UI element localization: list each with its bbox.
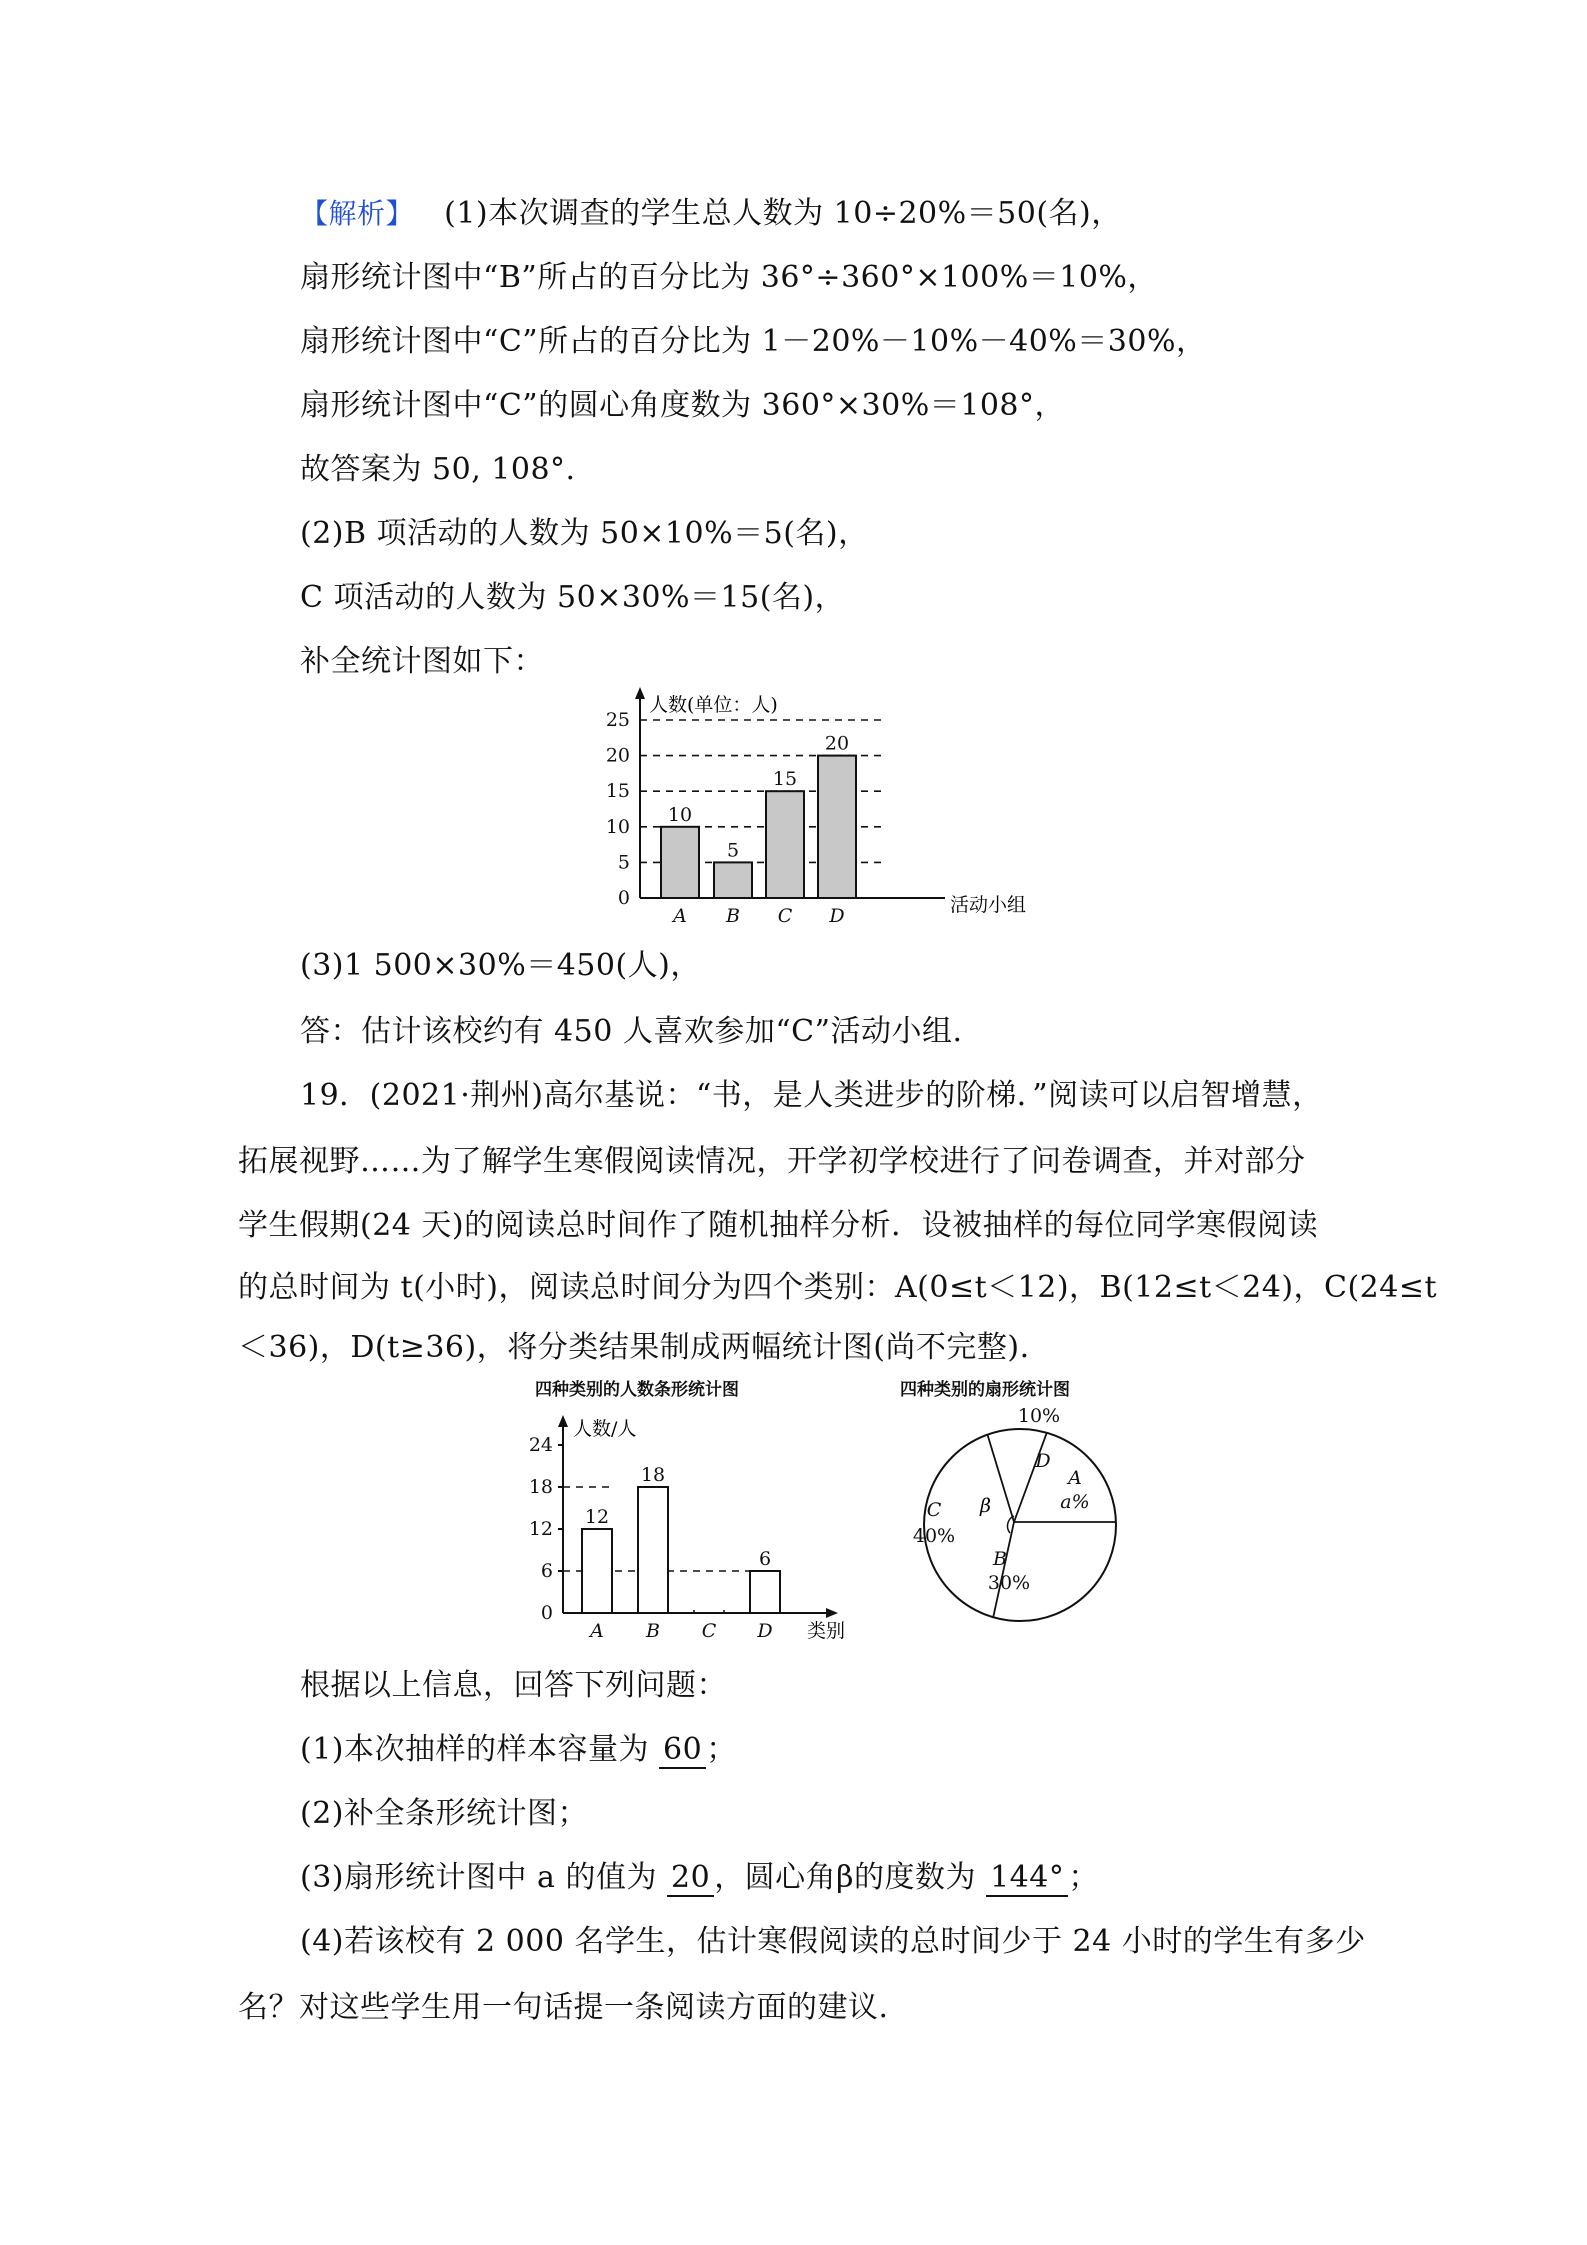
- q19-sub4-line-1: (4)若该校有 2 000 名学生，估计寒假阅读的总时间少于 24 小时的学生有多少: [300, 1924, 1366, 1959]
- solution-text: (1)本次调查的学生总人数为 10÷20%＝50(名)，: [444, 196, 1122, 231]
- chart1-y-arrow: [635, 687, 645, 699]
- sub3-answer-a: 20: [667, 1860, 714, 1897]
- chart1-xlabel: 活动小组: [950, 894, 1027, 916]
- solution-line-3: 扇形统计图中“C”所占的百分比为 1－20%－10%－40%＝30%，: [300, 324, 1207, 359]
- sub1-answer: 60: [659, 1732, 706, 1769]
- pie-label-A-percent: a%: [1060, 1491, 1090, 1513]
- beta-label: β: [980, 1495, 991, 1517]
- pie-label-C: C: [926, 1499, 942, 1521]
- chart1-ytick-label: 0: [617, 887, 630, 909]
- solution-tag: 【解析】: [300, 197, 415, 230]
- solution-line-1: [300, 194, 1122, 234]
- sub3-text: (3)扇形统计图中 a 的值为: [300, 1860, 657, 1895]
- chart2-ylabel: 人数/人: [573, 1418, 637, 1440]
- chart1-xtick-label: B: [726, 905, 740, 927]
- chart1-bar-A: [661, 827, 699, 898]
- chart1-ytick-label: 20: [605, 744, 630, 767]
- chart1-xtick-label: C: [777, 905, 793, 927]
- chart2-value-label: 6: [758, 1548, 772, 1570]
- chart2-xtick-label: A: [590, 1620, 604, 1642]
- q19-line-1: 19．(2021·荆州)高尔基说：“书，是人类进步的阶梯．”阅读可以启智增慧，: [300, 1078, 1323, 1113]
- chart2-ytick-label: 12: [528, 1518, 553, 1540]
- chart1-bar-B: [714, 862, 752, 898]
- chart1-ytick-label: 15: [605, 780, 630, 803]
- pie-label-B-percent: 30%: [987, 1572, 1031, 1594]
- chart1-value-label: 10: [667, 803, 693, 826]
- chart2-y-arrow: [558, 1415, 568, 1427]
- chart2-xtick-label: D: [757, 1620, 773, 1642]
- chart1-ylabel: 人数(单位：人): [649, 694, 778, 716]
- category-pie-chart: [880, 1375, 1140, 1650]
- solution-line-2: 扇形统计图中“B”所占的百分比为 36°÷360°×100%＝10%，: [300, 260, 1158, 295]
- sub1-text: (1)本次抽样的样本容量为: [300, 1732, 649, 1767]
- pie-label-C-percent: 40%: [912, 1525, 956, 1547]
- pie-label-D: D: [1035, 1450, 1051, 1472]
- chart2-bar-A: [582, 1529, 612, 1613]
- solution-line-10: 答：估计该校约有 450 人喜欢参加“C”活动小组.: [300, 1014, 963, 1049]
- solution-line-4: 扇形统计图中“C”的圆心角度数为 360°×30%＝108°，: [300, 388, 1066, 423]
- chart2-value-label: 18: [640, 1464, 666, 1486]
- solution-line-8: 补全统计图如下：: [300, 644, 544, 679]
- solution-line-7: C 项活动的人数为 50×30%＝15(名)，: [300, 580, 846, 615]
- chart1-value-label: 15: [772, 768, 798, 791]
- solution-line-5: 故答案为 50, 108°.: [300, 452, 576, 487]
- chart2-value-label: 12: [584, 1506, 610, 1528]
- chart2-ytick-label: 6: [540, 1560, 553, 1582]
- pie-label-B: B: [993, 1548, 1007, 1570]
- chart2-title: 四种类别的人数条形统计图: [535, 1380, 739, 1400]
- solution-line-9: (3)1 500×30%＝450(人)，: [300, 948, 701, 983]
- solution-line-6: (2)B 项活动的人数为 50×10%＝5(名)，: [300, 516, 869, 551]
- q19-line-2: 拓展视野……为了解学生寒假阅读情况，开学初学校进行了问卷调查，并对部分: [238, 1144, 1306, 1179]
- chart2-ytick-label: 0: [540, 1602, 553, 1624]
- chart1-xtick-label: D: [829, 905, 845, 927]
- pie-sector-line: [987, 1435, 1014, 1522]
- chart1-ytick-label: 10: [605, 815, 630, 838]
- q19-prompt: 根据以上信息，回答下列问题：: [300, 1668, 727, 1703]
- chart3-title: 四种类别的扇形统计图: [900, 1380, 1070, 1400]
- chart2-bar-B: [638, 1487, 668, 1613]
- q19-line-3: 学生假期(24 天)的阅读总时间作了随机抽样分析．设被抽样的每位同学寒假阅读: [238, 1208, 1319, 1243]
- pie-label-D-percent: 10%: [1017, 1405, 1061, 1427]
- category-bar-chart: [525, 1375, 865, 1650]
- sub3-post: ；: [1068, 1860, 1099, 1895]
- chart2-bar-D: [750, 1571, 780, 1613]
- chart1-ytick-label: 5: [617, 851, 630, 874]
- chart2-xtick-label: C: [701, 1620, 717, 1642]
- chart1-bar-C: [766, 791, 804, 898]
- q19-sub1: [300, 1730, 737, 1770]
- activity-bar-chart: [585, 685, 1065, 935]
- pie-label-A: A: [1068, 1467, 1082, 1489]
- chart1-value-label: 5: [726, 839, 740, 862]
- sub3-mid: ，圆心角β的度数为: [714, 1860, 977, 1895]
- chart2-ytick-label: 24: [528, 1434, 553, 1456]
- sub1-post: ；: [706, 1732, 737, 1767]
- sub3-answer-beta: 144°: [986, 1860, 1068, 1897]
- chart1-bar-D: [818, 756, 856, 898]
- q19-line-4: 的总时间为 t(小时)，阅读总时间分为四个类别：A(0≤t＜12)，B(12≤t＜24)，C(24≤t: [238, 1270, 1438, 1305]
- chart1-xtick-label: A: [673, 905, 687, 927]
- pie-sector-line: [1014, 1433, 1047, 1522]
- chart1-ytick-label: 25: [605, 709, 630, 731]
- chart1-value-label: 20: [824, 732, 850, 755]
- q19-line-5: ＜36)，D(t≥36)，将分类结果制成两幅统计图(尚不完整).: [238, 1330, 1030, 1365]
- chart2-xtick-label: B: [646, 1620, 660, 1642]
- chart2-xlabel: 类别: [807, 1620, 846, 1642]
- chart2-ytick-label: 18: [528, 1476, 553, 1498]
- chart2-x-arrow: [826, 1608, 838, 1618]
- q19-sub2: (2)补全条形统计图；: [300, 1796, 588, 1831]
- q19-sub4-line-2: 名？对这些学生用一句话提一条阅读方面的建议.: [238, 1990, 889, 2025]
- q19-sub3: [300, 1858, 1099, 1898]
